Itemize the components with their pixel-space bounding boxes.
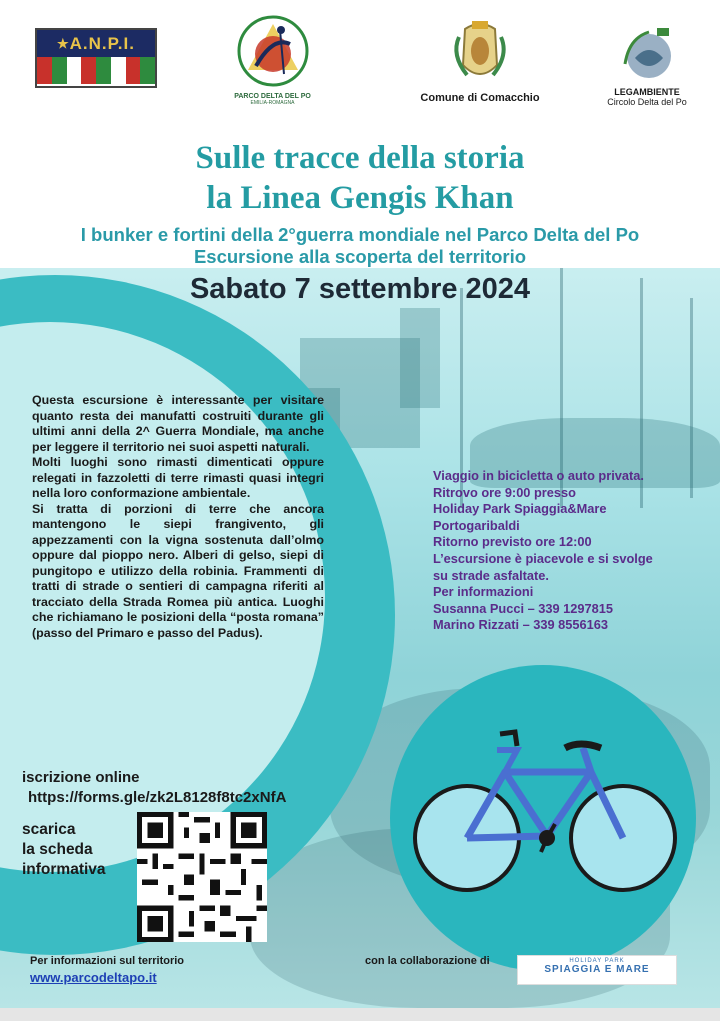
download-line1: scarica: [22, 821, 76, 838]
footer-info-label: Per informazioni sul territorio: [30, 955, 185, 967]
subtitle-line1: I bunker e fortini della 2°guerra mondiale nel Parco Delta del Po: [80, 224, 640, 245]
event-info: [433, 468, 703, 634]
collaboration-label: con la collaborazione di: [365, 955, 490, 967]
info-line: Viaggio in bicicletta o auto privata.: [433, 468, 644, 483]
parco-delta-logo: [225, 14, 320, 106]
description-text: [32, 393, 324, 641]
title-line2: la Linea Gengis Khan: [206, 180, 514, 216]
parco-region: EMILIA-ROMAGNA: [250, 100, 295, 106]
legambiente-logo: [592, 24, 702, 107]
parco-name: PARCO DELTA DEL PO: [234, 93, 311, 100]
description-p3: Si tratta di porzioni di terre che ancora mantengono le siepi frangivento, gli appezzamenti con la vigna sostenuta dall’olmo oppure dal pioppo nero. Alberi di gelso, siepi di pungitopo e utilizzo della robinia. Frammenti di tratti di strade o sentieri di campagna riferiti al tracciato della Strada Romea più antica. Luoghi che richiamano le posizioni della “posta romana” (passo del Primaro e passo del Padus).: [32, 501, 324, 640]
comacchio-name: Comune di Comacchio: [420, 92, 540, 104]
legambiente-icon: [619, 24, 675, 82]
event-date: Sabato 7 settembre 2024: [189, 273, 531, 305]
info-line: Susanna Pucci – 339 1297815: [433, 600, 613, 616]
info-line: Per informazioni: [433, 584, 534, 600]
sponsor-name: SPIAGGIA E MARE: [544, 964, 650, 975]
info-line: Holiday Park Spiaggia&Mare: [433, 501, 607, 517]
park-website-link[interactable]: www.parcodeltapo.it: [30, 970, 157, 985]
bottom-bar: [0, 1008, 720, 1021]
download-block: [22, 820, 106, 880]
qr-code[interactable]: [137, 812, 267, 942]
legambiente-name: LEGAMBIENTE: [614, 87, 680, 97]
sponsor-logo: [517, 955, 677, 985]
coat-of-arms-icon: [445, 15, 515, 85]
enroll-url[interactable]: https://forms.gle/zk2L8128f8tc2xNfA: [28, 789, 287, 806]
enroll-label: iscrizione online: [22, 769, 140, 786]
anpi-logo: ★ A.N.P.I.: [35, 28, 157, 88]
download-line3: informativa: [22, 861, 106, 878]
sponsor-small-text: HOLIDAY PARK: [569, 958, 625, 964]
description-p2: Molti luoghi sono rimasti dimenticati oppure relegati in fazzoletti di terre rimasti quasi integri nella loro conformazione ambientale.: [32, 455, 324, 500]
comacchio-logo: [410, 15, 550, 104]
info-line: Ritorno previsto ore 12:00: [433, 534, 592, 550]
info-line: Marino Rizzati – 339 8556163: [433, 617, 608, 633]
bicycle-icon: [405, 720, 685, 900]
info-line: su strade asfaltate.: [433, 567, 549, 583]
title-line1: Sulle tracce della storia: [195, 140, 525, 176]
subtitle-line2: Escursione alla scoperta del territorio: [193, 246, 527, 267]
enroll-block: [22, 768, 286, 808]
description-p1: Questa escursione è interessante per visitare quanto resta dei manufatti costruiti durante gli ultimi anni della 2^ Guerra Mondiale, ma anche per leggere il territorio nei suoi aspetti naturali.: [32, 393, 324, 454]
download-line2: la scheda: [22, 841, 93, 858]
info-line: L’escursione è piacevole e si svolge: [433, 550, 653, 566]
heron-icon: [236, 14, 310, 88]
anpi-text: A.N.P.I.: [69, 33, 135, 53]
info-line: Portogaribaldi: [433, 517, 520, 533]
legambiente-sub: Circolo Delta del Po: [607, 97, 687, 107]
info-line: Ritrovo ore 9:00 presso: [433, 484, 576, 500]
